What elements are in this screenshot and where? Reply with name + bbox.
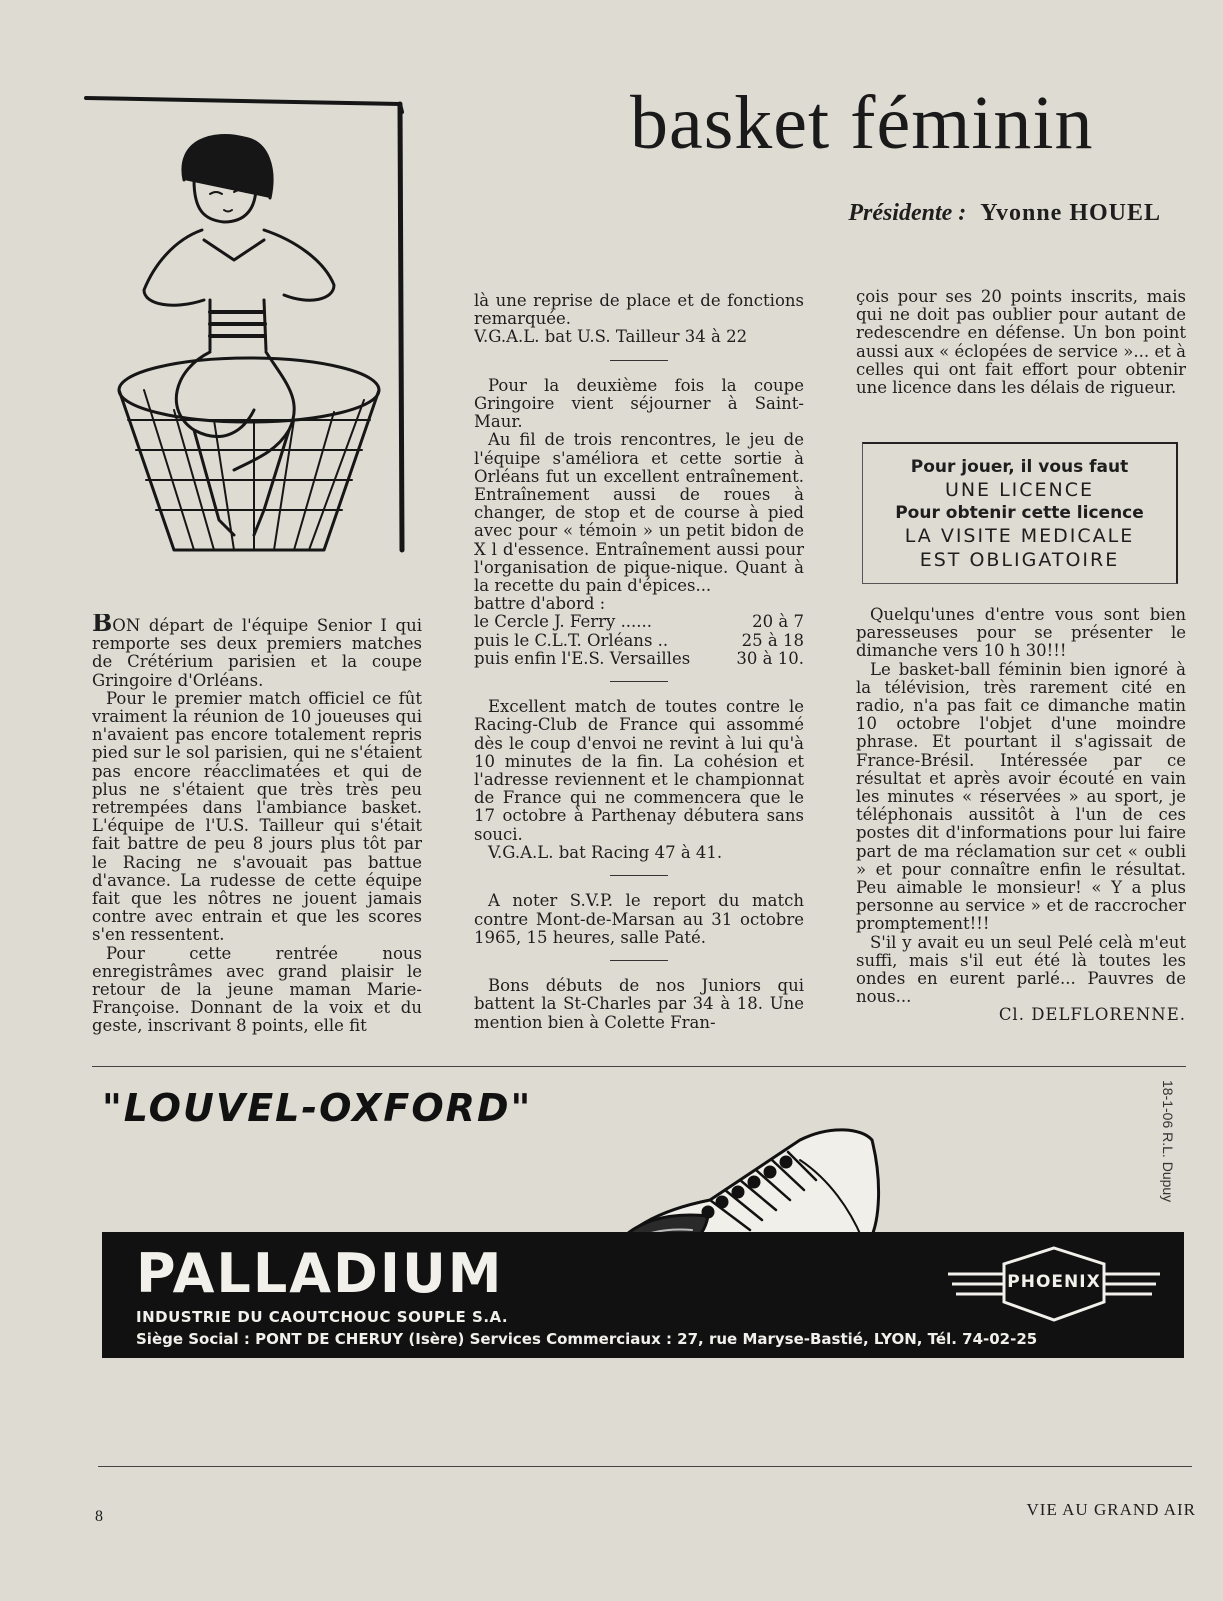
ad-banner [102,1232,1184,1358]
article-column-2 [474,292,804,1058]
licence-line: Pour obtenir cette licence [895,502,1144,523]
paragraph: là une reprise de place et de fonctions remarquée. [474,292,804,329]
paragraph: Bons débuts de nos Juniors qui battent la St-Charles par 34 à 18. Une mention bien à Colette Fran- [474,976,804,1032]
paragraph: Pour cette rentrée nous enregistrâmes avec grand plaisir le retour de la jeune maman Marie-Françoise. Donnant de la voix et du geste, inscrivant 8 points, elle fit [92,943,422,1036]
article-column-3-top [856,288,1186,418]
separator [474,351,804,369]
separator [474,672,804,690]
paragraph: Le basket-ball féminin bien ignoré à la télévision, très rarement cité en radio, n'a pas fait ce dimanche matin 10 octobre l'objet d'une moindre phrase. Et pourtant il s'agissait de France-Brésil. Intéressée par ce résultat et après avoir écouté en vain les minutes « réservées » au sport, je téléphonais aussitôt à l'un de ces postes dit d'informations pour lui faire part de ma réclamation sur cet « oubli » et pour connaître enfin le résultat. Peu aimable le monsieur! « Y a plus personne au service » et de raccrocher promptement!!! [856,659,1186,934]
licence-line: Pour jouer, il vous faut [910,456,1129,477]
divider [98,1466,1192,1467]
ad-address: Siège Social : PONT DE CHERUY (Isère) Services Commerciaux : 27, rue Maryse-Bastié, LYON, Tél. 74-02-25 [136,1330,1038,1348]
licence-notice-box [862,442,1178,584]
score-row [474,650,804,668]
article-column-1 [92,614,422,1060]
author-signature: Cl. DELFLORENNE. [998,1005,1186,1025]
president-name: Yvonne HOUEL [980,200,1161,226]
basketball-girl-illustration [84,90,414,590]
paragraph: Excellent match de toutes contre le Racing-Club de France qui assommé dès le coup d'envoi ne revint à lui qu'à 10 minutes de la fin. La cohésion et l'adresse reviennent et le championnat de France qui ne commencera que le 17 octobre à Parthenay débutera sans souci. [474,697,804,844]
drop-cap: B [92,614,113,637]
match-result: V.G.A.L. bat U.S. Tailleur 34 à 22 [474,327,748,347]
separator [474,866,804,884]
phoenix-label: PHOENIX [1007,1272,1101,1292]
licence-line: EST OBLIGATOIRE [919,548,1120,571]
paragraph: Au fil de trois rencontres, le jeu de l'équipe s'améliora et cette sortie à Orléans fut un excellent entraînement. Entraînement aussi de roues à changer, de stop et de course à pied avec pour « témoin » un petit bidon de X l d'essence. Entraînement aussi pour l'organisation de pique-nique. Quant à la recette du pain d'épices... [474,430,804,596]
paragraph: Pour la deuxième fois la coupe Gringoire vient séjourner à Saint-Maur. [474,375,804,432]
president-line [848,200,1161,227]
divider [92,1066,1186,1067]
paragraph: battre d'abord : [474,594,606,614]
paragraph: A noter S.V.P. le report du match contre Mont-de-Marsan au 31 octobre 1965, 15 heures, salle Paté. [474,891,804,947]
ad-credit: 18-1-06 R.L. Dupuy [1160,1080,1176,1203]
paragraph: Pour le premier match officiel ce fût vraiment la réunion de 10 joueuses qui n'avaient pas encore totalement repris pied sur le sol parisien, qui ne s'étaient pas encore réacclimatées et qui de plus ne s'étaient que très très peu retrempées dans l'ambiance basket. L'équipe de l'U.S. Tailleur qui s'était fait battre de peu 8 jours plus tôt par le Racing ne s'avouait pas battue d'avance. La rudesse de cette équipe fait que les nôtres ne jouent jamais contre avec entrain et que les scores s'en ressentent. [92,688,422,945]
licence-line: LA VISITE MEDICALE [904,524,1135,547]
ad-brand-louvel: "LOUVEL-OXFORD" [102,1086,533,1130]
page-number: 8 [95,1508,103,1525]
ad-brand-palladium: PALLADIUM [136,1242,504,1305]
paragraph: çois pour ses 20 points inscrits, mais qui ne doit pas oublier pour autant de redescendre en défense. Un bon point aussi aux « éclopées de service »... et à celles qui ont fait effort pour obtenir une licence dans les délais de rigueur. [856,288,1186,398]
score-row [474,632,804,650]
paragraph: Quelqu'unes d'entre vous sont bien paresseuses pour se présenter le dimanche vers 10 h 30!!! [856,606,1186,661]
match-result: V.G.A.L. bat Racing 47 à 41. [488,842,723,862]
paragraph: S'il y avait eu un seul Pelé celà m'eut suffi, mais s'il eut été là toutes les ondes en eurent parlé... Pauvres de nous... [856,932,1186,1007]
score-team: le Cercle J. Ferry ...... [474,612,653,632]
score-team: puis enfin l'E.S. Versailles [474,648,691,668]
paragraph [92,614,422,690]
paragraph-text: ON départ de l'équipe Senior I qui remporte ses deux premiers matches de Crétérium parisien et la coupe Gringoire d'Orléans. [92,616,422,690]
score-value: 30 à 10. [736,648,804,668]
president-label: Présidente : [848,200,967,226]
ad-industry: INDUSTRIE DU CAOUTCHOUC SOUPLE S.A. [136,1308,509,1326]
separator [474,951,804,969]
magazine-name: VIE AU GRAND AIR [1026,1500,1196,1519]
score-team: puis le C.L.T. Orléans .. [474,630,669,650]
score-list [474,613,804,668]
licence-line: UNE LICENCE [944,478,1095,501]
article-column-3-bottom [856,606,1186,1058]
page-title: basket féminin [630,81,1094,165]
score-value: 25 à 18 [741,630,804,650]
score-row [474,613,804,631]
score-value: 20 à 7 [752,612,804,632]
